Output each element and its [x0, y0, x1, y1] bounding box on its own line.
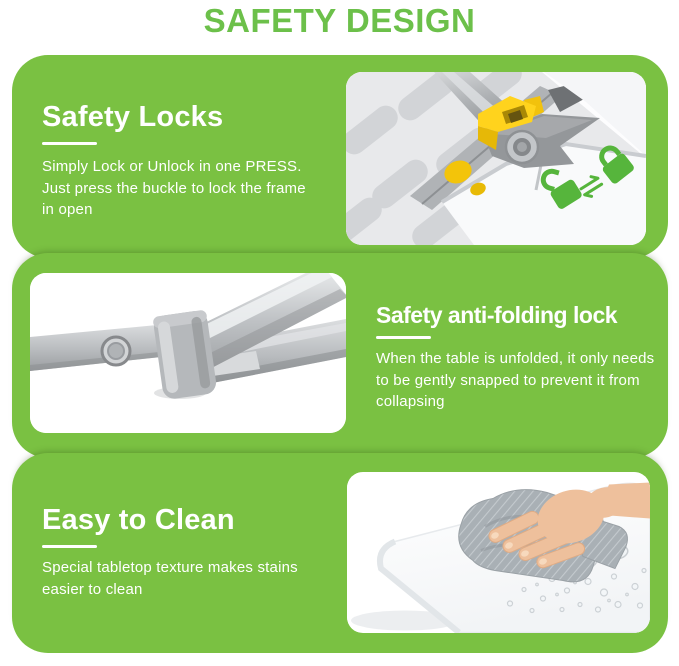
lock-mechanism-illustration [346, 72, 646, 245]
heading-underline [376, 336, 431, 339]
body-line: Just press the buckle to lock the frame [42, 179, 306, 197]
cleaning-illustration [347, 472, 650, 633]
safety-locks-textblock [42, 102, 342, 221]
panel-safety-locks [12, 55, 668, 258]
pivot-bolt [506, 131, 538, 163]
photo-card-anti-folding-clamp [30, 273, 346, 433]
safety-locks-heading: Safety Locks [42, 101, 224, 133]
body-line: in open [42, 201, 93, 218]
panel-anti-folding-lock [12, 253, 668, 458]
anti-folding-heading: Safety anti-folding lock [376, 302, 618, 328]
anti-folding-clamp-illustration [30, 273, 346, 433]
body-line: Simply Lock or Unlock in one PRESS. [42, 158, 302, 175]
body-line: to be gently snapped to prevent it from [376, 371, 640, 389]
safety-locks-body [42, 156, 342, 221]
page-title: SAFETY DESIGN [203, 2, 476, 39]
rivet [102, 337, 130, 365]
easy-clean-heading: Easy to Clean [42, 504, 235, 536]
anti-folding-textblock [376, 302, 666, 413]
body-line: When the table is unfolded, it only needs [376, 350, 655, 367]
body-line: Special tabletop texture makes stains [42, 559, 298, 576]
panel-easy-to-clean [12, 453, 668, 653]
photo-card-cleaning [347, 472, 650, 633]
heading-underline [42, 545, 97, 548]
easy-clean-textblock [42, 505, 342, 600]
photo-card-lock-mechanism [346, 72, 646, 245]
body-line: collapsing [376, 393, 445, 410]
heading-underline [42, 142, 97, 145]
body-line: easier to clean [42, 580, 143, 598]
easy-clean-body [42, 557, 342, 600]
anti-folding-body [376, 348, 666, 413]
